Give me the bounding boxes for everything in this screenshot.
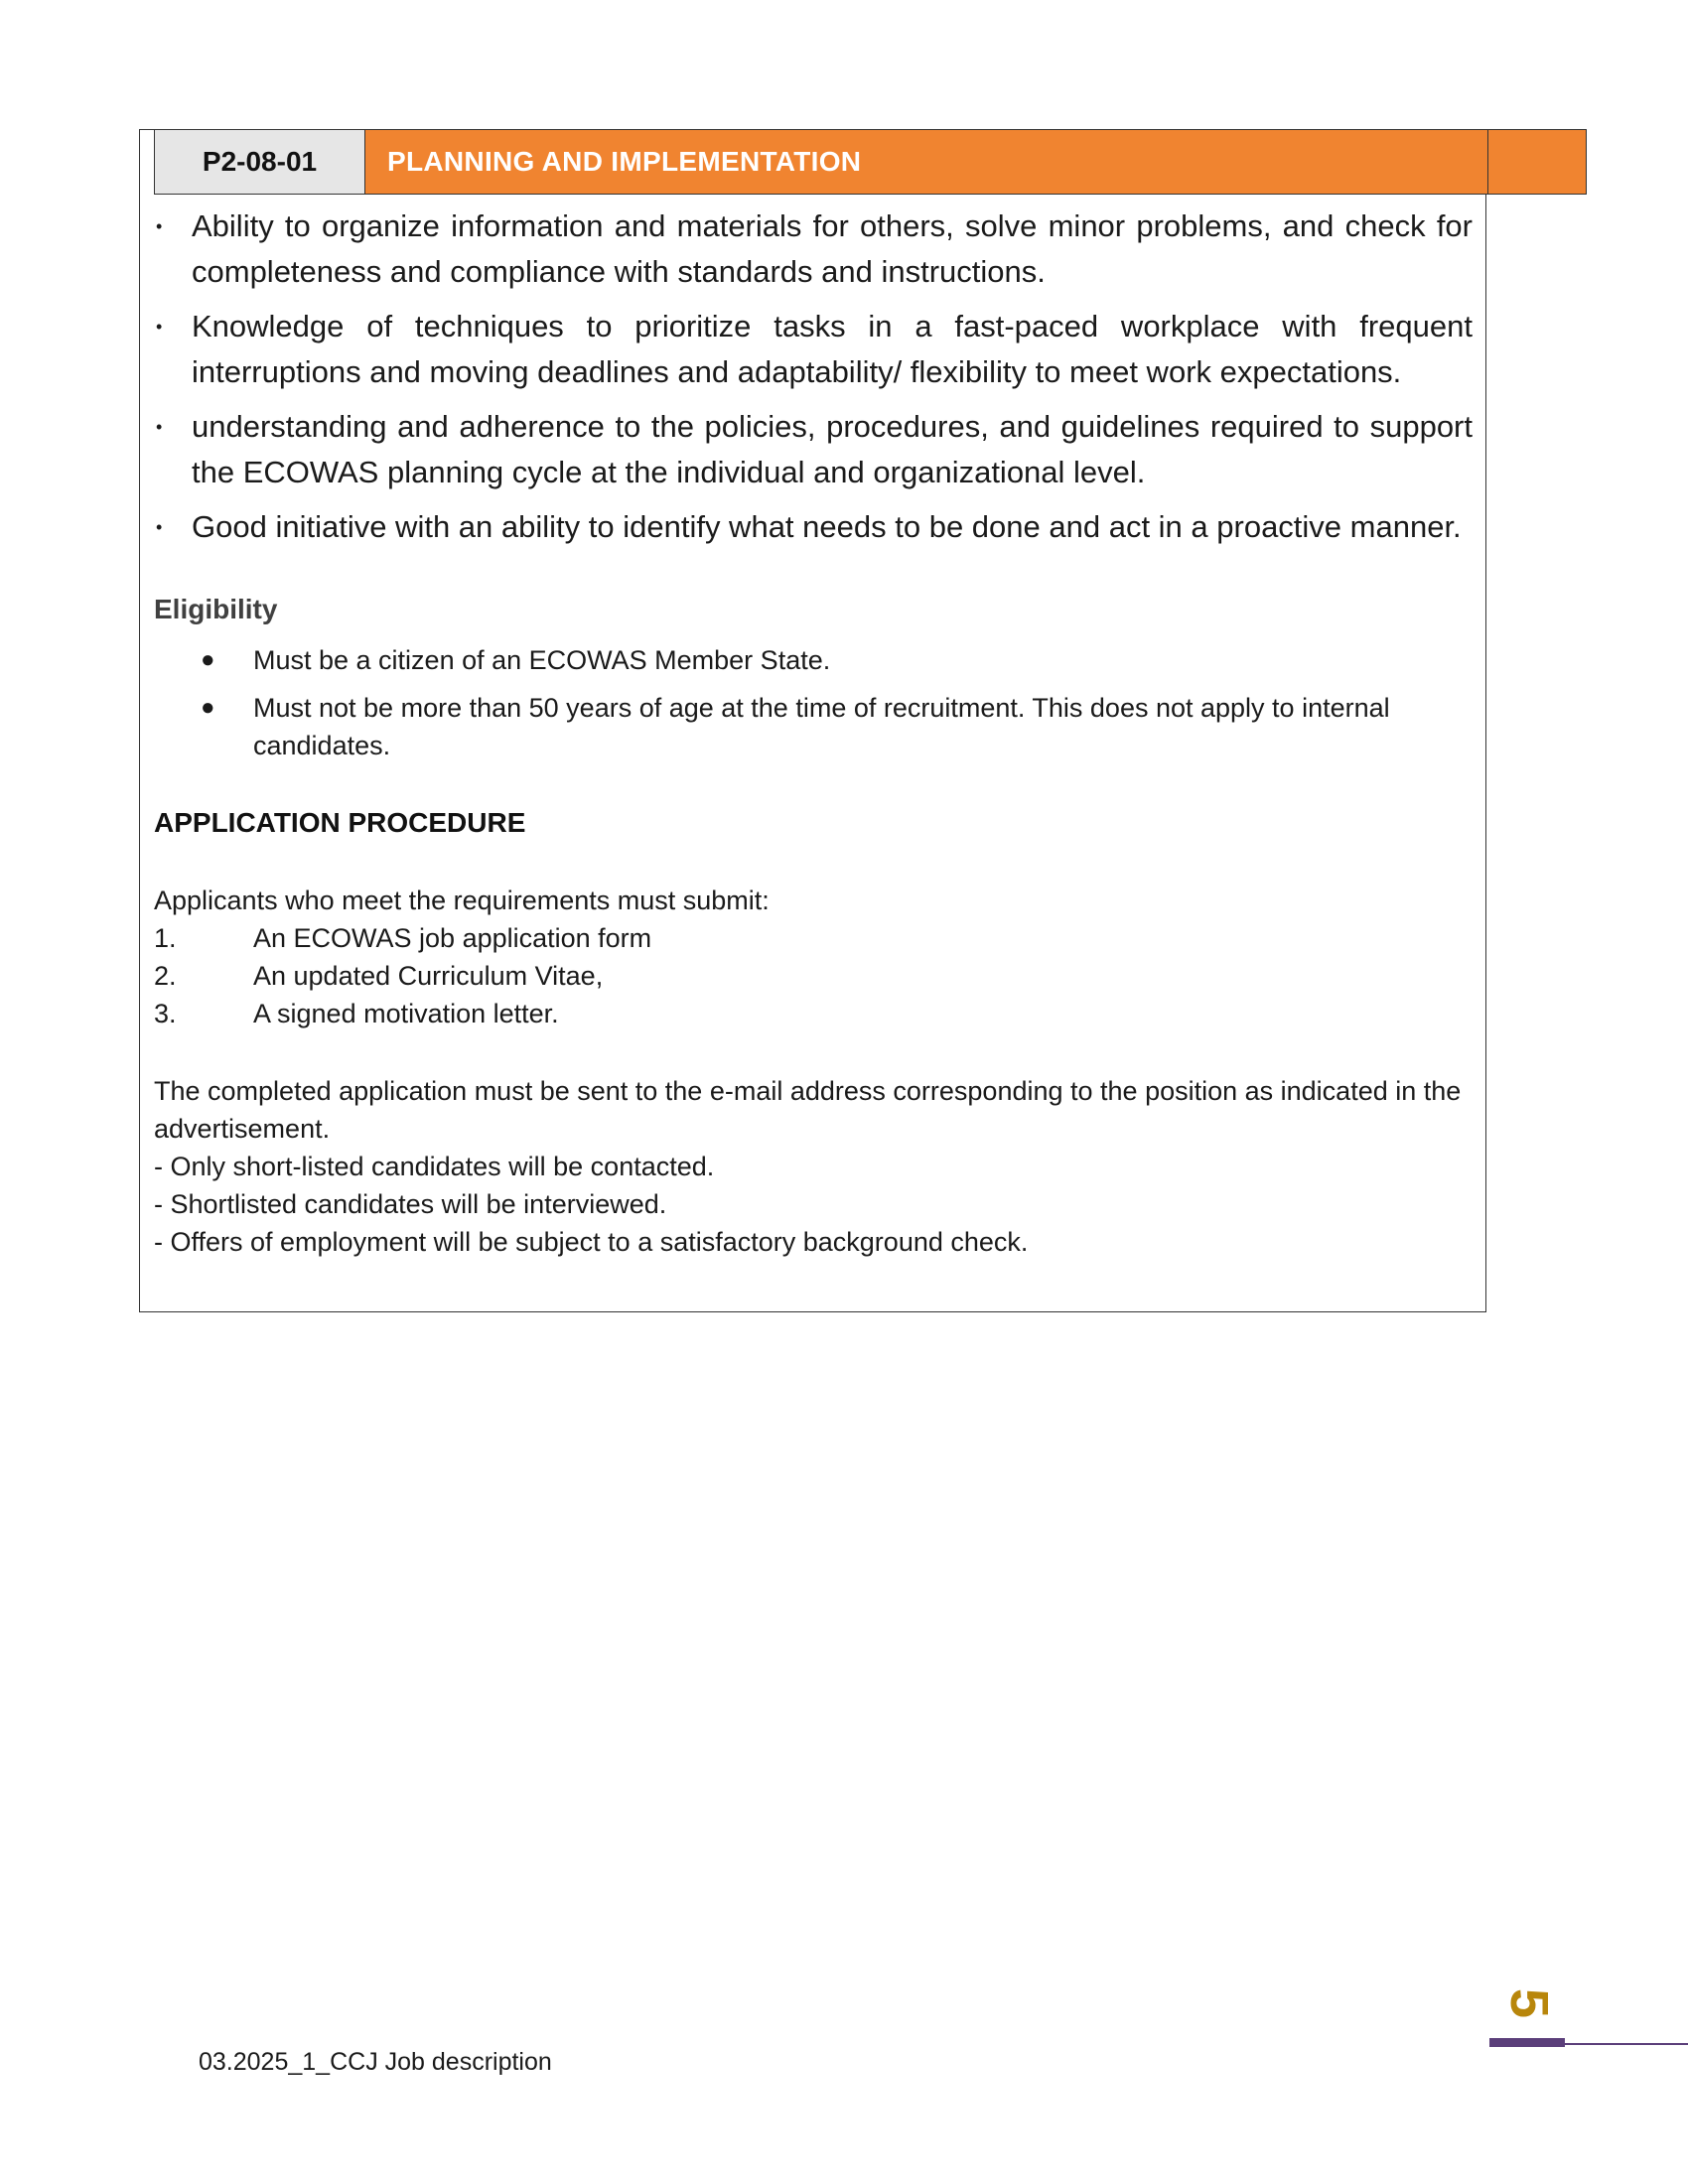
list-item (154, 689, 1473, 764)
bullet-icon: • (156, 317, 163, 337)
list-number: 2. (154, 961, 177, 991)
bullet-icon: ● (201, 694, 215, 721)
submission-list (154, 919, 651, 1032)
bullet-icon: • (156, 216, 163, 236)
eligibility-list (154, 641, 1473, 774)
bullet-icon: ● (201, 646, 215, 673)
list-item (154, 204, 1473, 295)
procedure-intro: Applicants who meet the requirements must submit: (154, 886, 770, 915)
list-number: 1. (154, 923, 177, 953)
eligibility-heading: Eligibility (154, 594, 278, 624)
footer-rule-line (1565, 2043, 1688, 2045)
list-item (154, 919, 651, 957)
competency-list (154, 204, 1473, 559)
list-item-text: Must be a citizen of an ECOWAS Member State. (253, 645, 831, 675)
list-item-text: Ability to organize information and materials for others, solve minor problems, and check for completeness and compliance with standards and instructions. (192, 208, 1473, 289)
list-number: 3. (154, 999, 177, 1028)
page-number: 5 (1499, 1987, 1559, 2019)
list-item (154, 504, 1473, 550)
closing-paragraph: The completed application must be sent to the e-mail address corresponding to the position as indicated in the advertisement. (154, 1076, 1462, 1144)
footer-document-ref: 03.2025_1_CCJ Job description (199, 2048, 552, 2076)
closing-note: - Offers of employment will be subject to a satisfactory background check. (154, 1227, 1029, 1257)
list-item-text: Must not be more than 50 years of age at the time of recruitment. This does not apply to internal candidates. (253, 693, 1390, 760)
list-item (154, 995, 651, 1032)
closing-note: - Shortlisted candidates will be interviewed. (154, 1189, 667, 1219)
list-item-text: An ECOWAS job application form (253, 923, 652, 953)
header-tail-cell (1487, 129, 1587, 195)
section-title: PLANNING AND IMPLEMENTATION (365, 129, 1487, 195)
list-item-text: understanding and adherence to the policies, procedures, and guidelines required to support the ECOWAS planning cycle at the individual and organizational level. (192, 409, 1473, 489)
application-procedure-heading: APPLICATION PROCEDURE (154, 807, 526, 838)
section-code: P2-08-01 (154, 129, 365, 195)
list-item (154, 304, 1473, 395)
list-item-text: A signed motivation letter. (253, 999, 559, 1028)
footer-rule-accent (1489, 2038, 1565, 2047)
section-header (154, 129, 1587, 195)
closing-note: - Only short-listed candidates will be contacted. (154, 1152, 715, 1181)
bullet-icon: • (156, 517, 163, 537)
list-item (154, 957, 651, 995)
procedure-closing-notes (154, 1072, 1473, 1261)
list-item (154, 641, 1473, 679)
list-item-text: Knowledge of techniques to prioritize tasks in a fast-paced workplace with frequent interruptions and moving deadlines and adaptability/ flexibility to meet work expectations. (192, 309, 1473, 389)
list-item-text: An updated Curriculum Vitae, (253, 961, 604, 991)
list-item (154, 404, 1473, 495)
list-item-text: Good initiative with an ability to identify what needs to be done and act in a proactive manner. (192, 509, 1462, 544)
bullet-icon: • (156, 417, 163, 437)
